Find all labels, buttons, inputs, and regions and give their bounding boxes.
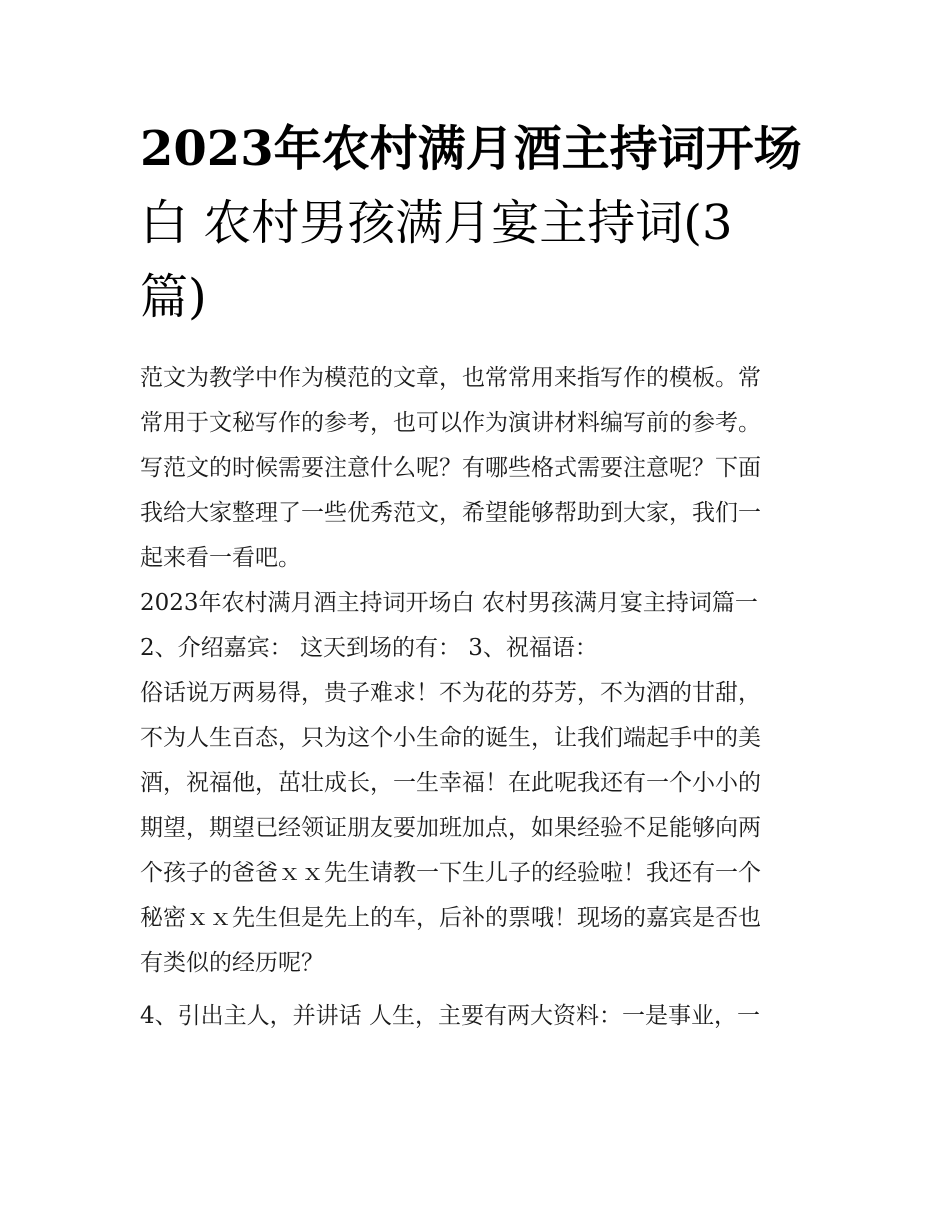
- step-line: 2、介绍嘉宾： 这天到场的有： 3、祝福语：: [140, 635, 598, 661]
- blessing-line-4: 期望，期望已经领证朋友要加班加点，如果经验不足能够向两: [140, 815, 761, 841]
- intro-paragraph: [140, 356, 820, 581]
- title-line-3: 篇): [140, 269, 207, 325]
- blessing-paragraph: [140, 671, 820, 986]
- intro-line-3: 写范文的时候需要注意什么呢？有哪些格式需要注意呢？下面: [140, 455, 761, 481]
- blessing-line-3: 酒，祝福他，茁壮成长，一生幸福！在此呢我还有一个小小的: [140, 770, 761, 796]
- intro-line-4: 我给大家整理了一些优秀范文，希望能够帮助到大家，我们一: [140, 500, 761, 526]
- section-heading: 2023年农村满月酒主持词开场白 农村男孩满月宴主持词篇一: [140, 590, 758, 616]
- document-title: [140, 112, 820, 334]
- paragraph-gap: [140, 986, 820, 994]
- document-body: [140, 356, 820, 1039]
- blessing-line-5: 个孩子的爸爸ｘｘ先生请教一下生儿子的经验啦！我还有一个: [140, 860, 761, 886]
- blessing-line-2: 不为人生百态，只为这个小生命的诞生，让我们端起手中的美: [140, 725, 761, 751]
- blessing-line-1: 俗话说万两易得，贵子难求！不为花的芬芳，不为酒的甘甜，: [140, 680, 761, 706]
- blessing-line-6: 秘密ｘｘ先生但是先上的车，后补的票哦！现场的嘉宾是否也: [140, 905, 761, 931]
- intro-line-5: 起来看一看吧。: [140, 545, 301, 571]
- final-line: 4、引出主人，并讲话 人生，主要有两大资料：一是事业，一: [140, 1003, 760, 1029]
- blessing-line-7: 有类似的经历呢？: [140, 950, 324, 976]
- intro-line-2: 常用于文秘写作的参考，也可以作为演讲材料编写前的参考。: [140, 410, 761, 436]
- title-line-1: 2023年农村满月酒主持词开场: [140, 121, 802, 177]
- intro-line-1: 范文为教学中作为模范的文章，也常常用来指写作的模板。常: [140, 365, 761, 391]
- title-line-2: 白 农村男孩满月宴主持词(3: [140, 195, 733, 251]
